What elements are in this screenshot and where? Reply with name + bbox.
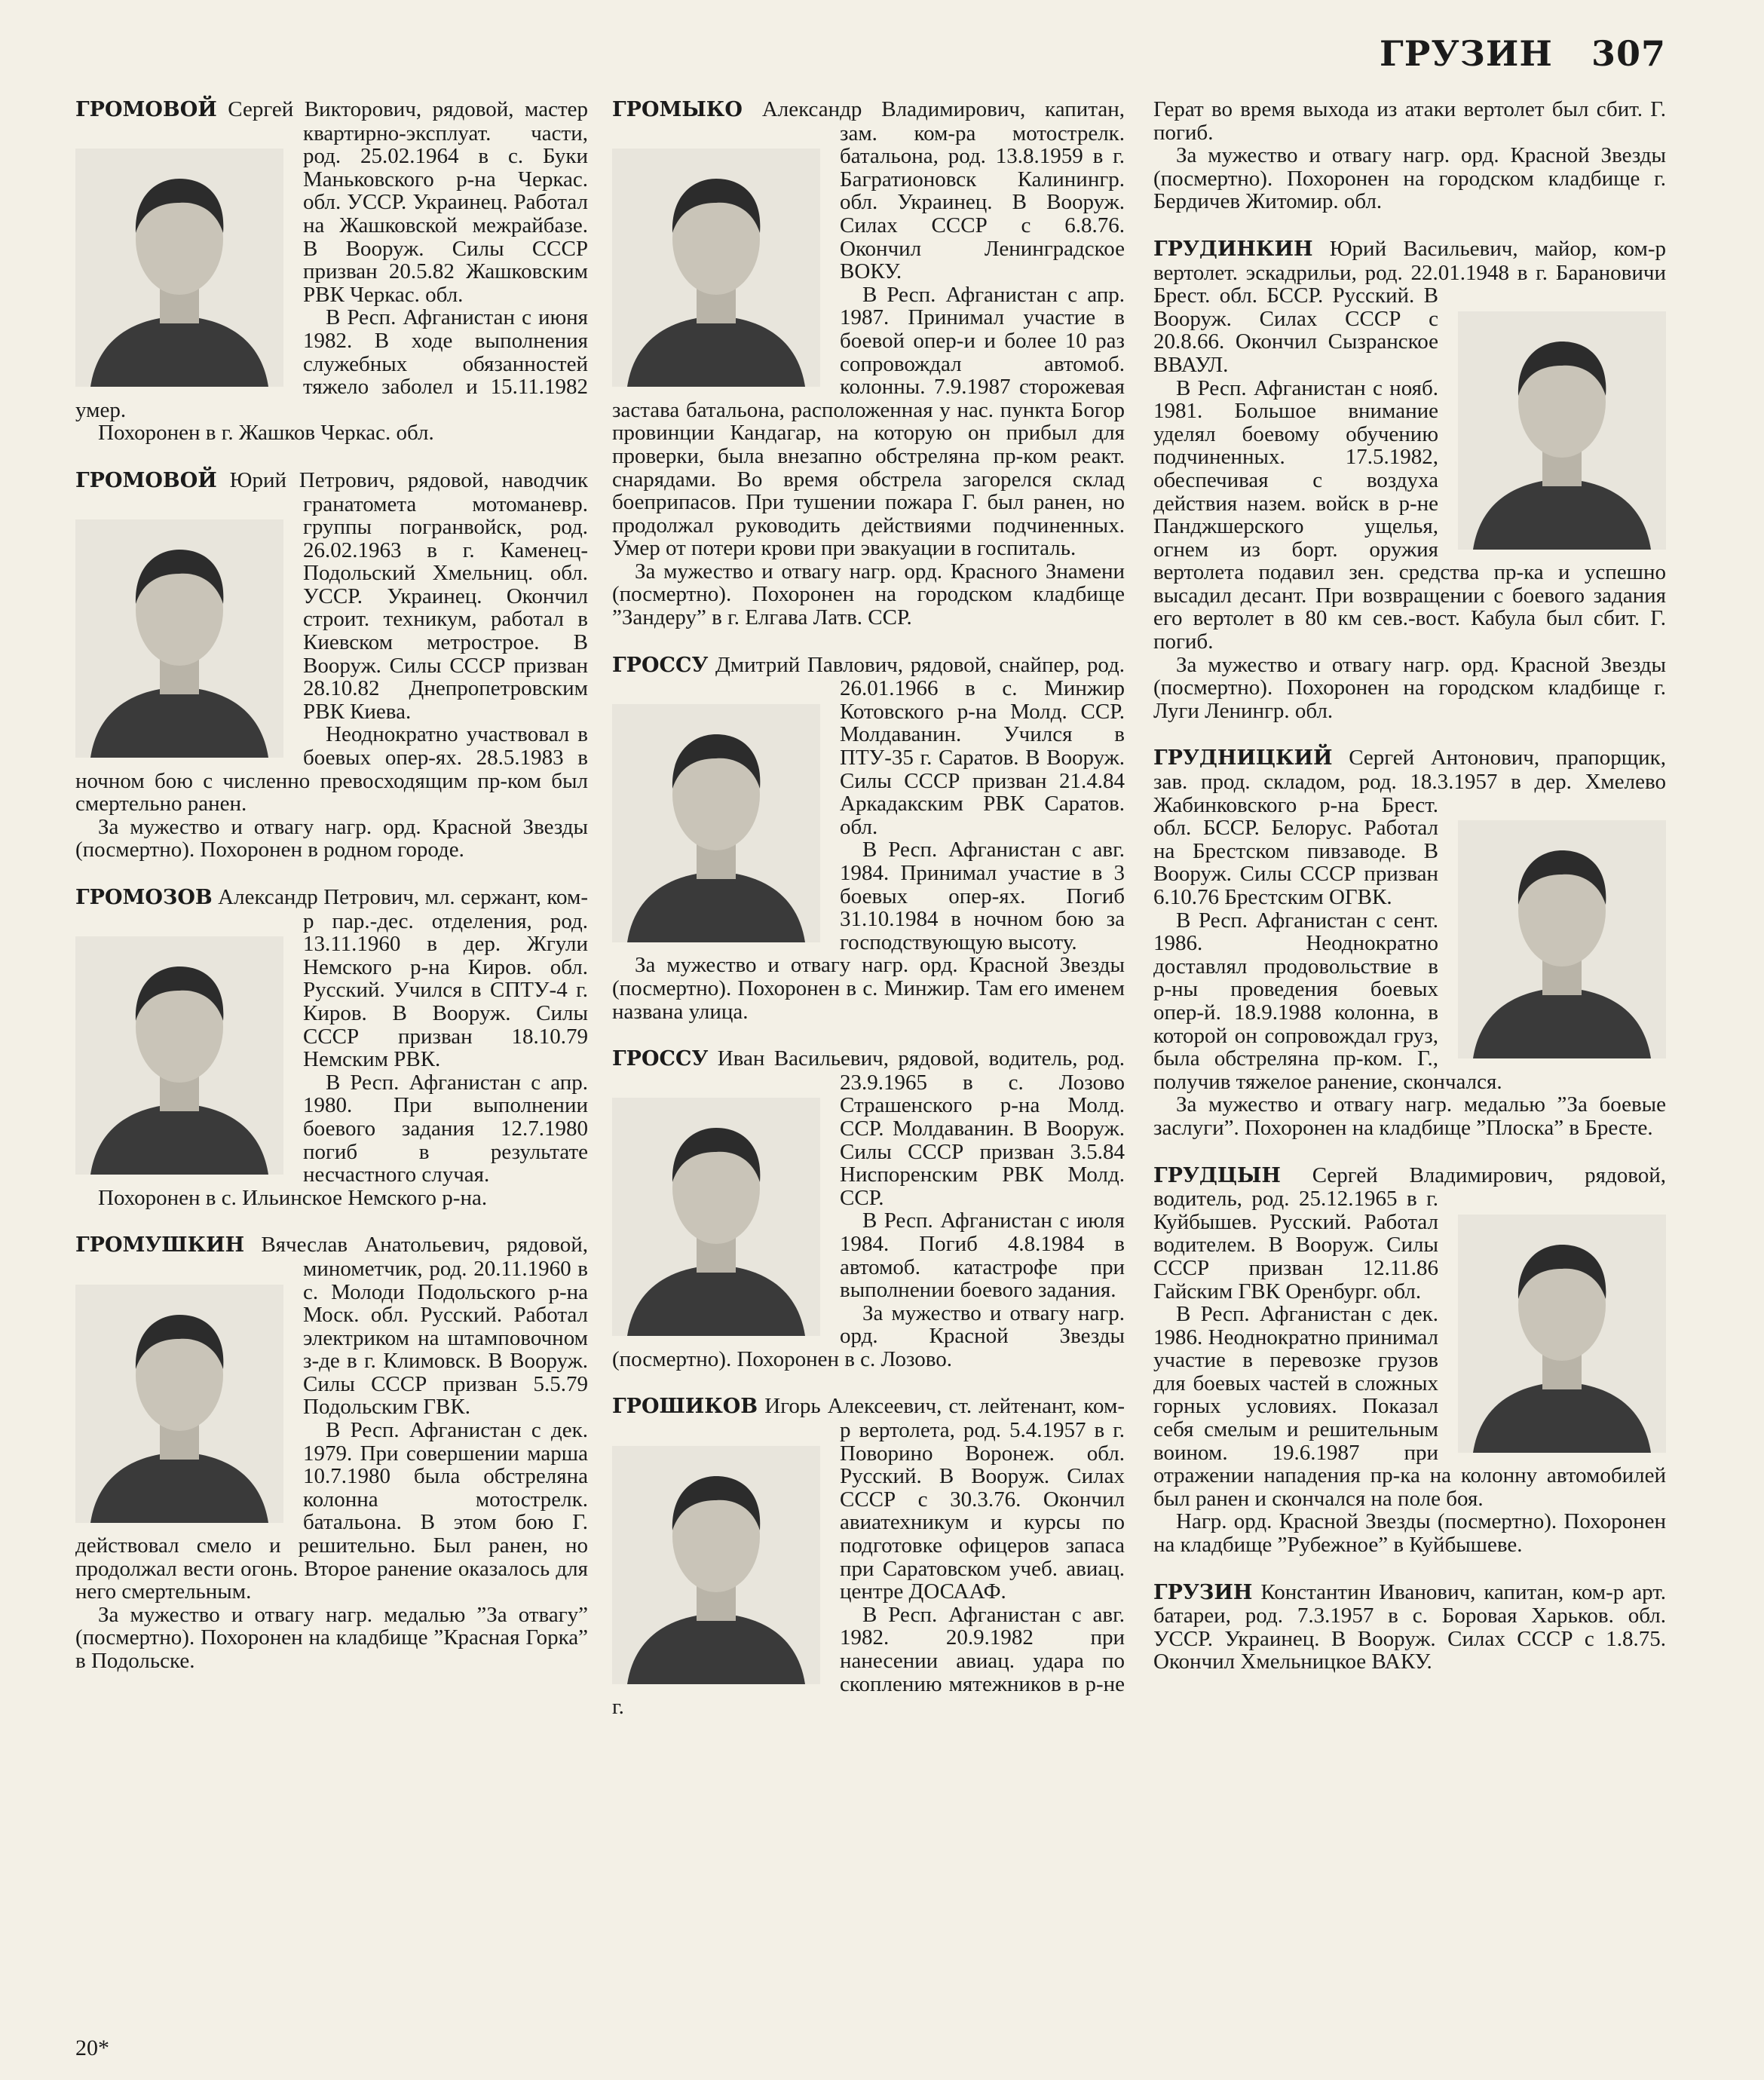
entry-paragraph: За мужество и отвагу нагр. медалью ”За отвагу” (посмертно). Похоронен на кладбище ”Красная Горка” в Подольске.	[75, 1602, 588, 1673]
entry-paragraph: В Респ. Афганистан с авг. 1984. Принимал участие в 3 боевых опер-ях. Погиб 31.10.1984 в ночном бою за господствующую высоту.	[840, 838, 1125, 954]
entry-gromozov-aleksandr	[75, 886, 588, 1209]
entry-surname: ГРУДЦЫН	[1153, 1163, 1281, 1187]
entry-paragraph: За мужество и отвагу нагр. орд. Красной Звезды (посмертно). Похоронен в родном городе.	[75, 814, 588, 862]
entry-lead-text: Сергей Викторович, рядовой, мастер квартирно-эксплуат. части, род. 25.02.1964 в с. Буки Маньковского р-на Черкас. обл. УССР. Украинец. Работал на Жашковской межрайбазе. В Вооруж. Силы СССР призван 20.5.82 Жашковским РВК Черкас. обл.	[216, 97, 588, 307]
portrait-photo	[75, 149, 283, 387]
entry-paragraph: Нагр. орд. Красной Звезды (посмертно). Похоронен на кладбище ”Рубежное” в Куйбышеве.	[1153, 1509, 1666, 1558]
entry-paragraph: В Респ. Афганистан с нояб. 1981. Большое внимание уделял боевому обучению подчиненных. 17.5.1982, обеспечивая с воздуха действия назем. войск в р-не Панджшерского ущелья, огнем из борт. оружия вертолета подавил зен. средства пр-ка и успешно высадил десант. При возвращении с боевого задания его вертолет в 80 км сев.-вост. Кабула был сбит. Г. погиб.	[1153, 375, 1666, 654]
entry-paragraph: Похоронен в г. Жашков Черкас. обл.	[98, 421, 434, 446]
entry-paragraph: В Респ. Афганистан с июня 1982. В ходе выполнения служебных обязанностей тяжело заболел и 15.11.1982 умер.	[75, 305, 588, 422]
entry-surname: ГРУДНИЦКИЙ	[1153, 746, 1333, 770]
entry-surname: ГРУДИНКИН	[1153, 237, 1313, 261]
portrait-photo	[1458, 820, 1666, 1058]
portrait-silhouette	[612, 1446, 820, 1684]
entry-paragraph: Неоднократно участвовал в боевых опер-ях. 28.5.1983 в ночном бою с численно превосходящим пр-ком был смертельно ранен.	[75, 722, 588, 816]
portrait-silhouette	[75, 149, 283, 387]
entry-paragraph: В Респ. Афганистан с апр. 1987. Принимал участие в боевой опер-и и более 10 раз сопровождал автомоб. колонны. 7.9.1987 сторожевая застава батальона, расположенная у нас. пункта Богор провинции Кандагар, на которую он прибыл для проверки, была внезапно обстреляна пр-ком реакт. снарядами. Во время обстрела загорелся склад боеприпасов. При тушении пожара Г. был ранен, но продолжал руководить действиями подчиненных. Умер от потери крови при эвакуации в госпиталь.	[612, 282, 1125, 561]
entry-groshikov-continued	[1153, 98, 1666, 213]
portrait-silhouette	[75, 519, 283, 758]
entry-paragraph: За мужество и отвагу нагр. орд. Красной Звезды (посмертно). Похоронен на городском кладбище г. Луги Ленингр. обл.	[1153, 652, 1666, 723]
portrait-photo	[1458, 1215, 1666, 1453]
entry-gromushkin-vyacheslav	[75, 1233, 588, 1672]
entry-paragraph: За мужество и отвагу нагр. орд. Красной Звезды (посмертно). Похоронен в с. Лозово.	[612, 1300, 1125, 1371]
column-3	[1153, 98, 1666, 1698]
entry-grossu-ivan	[612, 1047, 1125, 1371]
entry-lead-text: Дмитрий Павлович, рядовой, снайпер, род. 26.01.1966 в с. Минжир Котовского р-на Молд. ССР. Молдаванин. Учился в ПТУ-35 г. Саратов. В Вооруж. Силы СССР призван 21.4.84 Аркадакским РВК Саратов. обл.	[708, 652, 1125, 839]
entry-lead-text: Вячеслав Анатольевич, рядовой, минометчик, род. 20.11.1960 в с. Молоди Подольского р-на Моск. обл. Русский. Работал электриком на штамповочном з-де в г. Климовск. В Вооруж. Силы СССР призван 5.5.79 Подольским ГВК.	[244, 1233, 588, 1420]
entry-gromyko-aleksandr	[612, 98, 1125, 630]
entry-paragraph: В Респ. Афганистан с авг. 1982. 20.9.1982 при нанесении авиац. удара по скоплению мятежников в р-не г.	[612, 1602, 1125, 1720]
entry-surname: ГРОССУ	[612, 1047, 709, 1071]
entry-paragraph: За мужество и отвагу нагр. орд. Красной Звезды (посмертно). Похоронен на городском кладбище г. Бердичев Житомир. обл.	[1153, 143, 1666, 214]
entry-paragraph: За мужество и отвагу нагр. орд. Красной Звезды (посмертно). Похоронен в с. Минжир. Там его именем названа улица.	[612, 953, 1125, 1024]
entry-surname: ГРОМЫКО	[612, 98, 743, 121]
portrait-photo	[612, 149, 820, 387]
entry-lead-text: Юрий Петрович, рядовой, наводчик гранатомета мотоманевр. группы погранвойск, род. 26.02.1963 в г. Каменец-Подольский Хмельниц. обл. УССР. Украинец. Окончил строит. техникум, работал в Киевском метрострое. В Вооруж. Силы СССР призван 28.10.82 Днепропетровским РВК Киева.	[216, 467, 588, 724]
portrait-photo	[75, 936, 283, 1175]
entry-surname: ГРОМОВОЙ	[75, 468, 217, 492]
entry-surname: ГРОССУ	[612, 653, 709, 677]
entry-paragraph: В Респ. Афганистан с сент. 1986. Неоднократно доставлял продовольствие в р-ны проведения боевых опер-й. 18.9.1988 колонна, в которой он сопровождал груз, была обстреляна пр-ком. Г., получив тяжелое ранение, скончался.	[1153, 908, 1502, 1094]
entry-paragraph: За мужество и отвагу нагр. медалью ”За боевые заслуги”. Похоронен на кладбище ”Плоска” в Бресте.	[1153, 1092, 1666, 1140]
portrait-silhouette	[612, 704, 820, 942]
page-number: 307	[1591, 33, 1666, 74]
entry-lead-text: Александр Владимирович, капитан, зам. ком-ра мотострелк. батальона, род. 13.8.1959 в г. Багратионовск Калинингр. обл. Украинец. В Вооруж. Силах СССР с 6.8.76. Окончил Ленинградское ВОКУ.	[742, 97, 1125, 284]
running-header	[1380, 21, 1666, 74]
entry-surname: ГРОМОЗОВ	[75, 886, 213, 909]
entry-paragraph: За мужество и отвагу нагр. орд. Красного Знамени (посмертно). Похоронен на городском кладбище ”Зандеру” в г. Елгава Латв. ССР.	[612, 559, 1125, 630]
entry-lead-text: Игорь Алексеевич, ст. лейтенант, ком-р вертолета, род. 5.4.1957 в г. Поворино Воронеж. обл. Русский. В Вооруж. Силах СССР с 30.3.76. Окончил авиатехникум и курсы по подготовке офицеров запаса при Саратовском учеб. авиац. центре ДОСААФ.	[758, 1394, 1125, 1604]
signature-mark: 20*	[75, 2036, 109, 2060]
entry-paragraph: Похоронен в с. Ильинское Немского р-на.	[98, 1185, 488, 1210]
portrait-silhouette	[75, 1285, 283, 1523]
column-2	[612, 98, 1125, 1743]
entry-grudinkin-yuriy	[1153, 237, 1666, 722]
entry-lead-text: Иван Васильевич, рядовой, водитель, род. 23.9.1965 в с. Лозово Страшенского р-на Молд. ССР. Молдаванин. В Вооруж. Силы СССР призван 3.5.84 Ниспоренским РВК Молд. ССР.	[708, 1046, 1125, 1210]
entry-lead-text: Юрий Васильевич, майор, ком-р вертолет. эскадрильи, род. 22.01.1948 в г. Барановичи Брест. обл. БССР. Русский. В Вооруж. Силах СССР с 20.8.66. Окончил Сызранское ВВАУЛ.	[1153, 236, 1666, 377]
portrait-photo	[1458, 311, 1666, 550]
portrait-photo	[612, 1098, 820, 1336]
entry-grudnitskiy-sergey	[1153, 746, 1666, 1139]
entry-gromovoy-sergey	[75, 98, 588, 445]
entry-lead-text: Сергей Антонович, прапорщик, зав. прод. складом, род. 18.3.1957 в дер. Хмелево Жабинковского р-на Брест. обл. БССР. Белорус. Работал на Брестском пивзаводе. В Вооруж. Силы СССР призван 6.10.76 Брестским ОГВК.	[1153, 746, 1666, 909]
entry-gruzin-konstantin	[1153, 1581, 1666, 1674]
entry-lead-text: Константин Иванович, капитан, ком-р арт. батареи, род. 7.3.1957 в с. Боровая Харьков. обл. УССР. Украинец. В Вооруж. Силах СССР с 1.8.75. Окончил Хмельницкое ВАКУ.	[1153, 1579, 1666, 1674]
entry-surname: ГРОШИКОВ	[612, 1395, 758, 1419]
entry-lead-text: Герат во время выхода из атаки вертолет был сбит. Г. погиб.	[1153, 97, 1666, 145]
portrait-silhouette	[612, 149, 820, 387]
entry-lead-text: Александр Петрович, мл. сержант, ком-р пар.-дес. отделения, род. 13.11.1960 в дер. Жгули Немского р-на Киров. обл. Русский. Учился в СПТУ-4 г. Киров. В Вооруж. Силы СССР призван 18.10.79 Немским РВК.	[212, 885, 588, 1072]
portrait-silhouette	[612, 1098, 820, 1336]
entry-lead-text: Сергей Владимирович, рядовой, водитель, род. 25.12.1965 в г. Куйбышев. Русский. Работал водителем. В Вооруж. Силы СССР призван 12.11.86 Гайским ГВК Оренбург. обл.	[1153, 1163, 1666, 1303]
portrait-photo	[612, 1446, 820, 1684]
entry-surname: ГРОМОВОЙ	[75, 98, 217, 121]
entry-paragraph: В Респ. Афганистан с дек. 1986. Неоднократно принимал участие в перевозке грузов для боевых частей в сложных горных условиях. Показал себя смелым и решительным воином. 19.6.1987 при отражении нападения пр-ка на колонну автомобилей был ранен и скончался на поле боя.	[1153, 1302, 1666, 1511]
entry-paragraph: В Респ. Афганистан с июля 1984. Погиб 4.8.1984 в автомоб. катастрофе при выполнении боевого задания.	[840, 1208, 1125, 1303]
entry-grossu-dmitriy	[612, 654, 1125, 1024]
portrait-silhouette	[1458, 1215, 1666, 1453]
entry-gromovoy-yuriy	[75, 469, 588, 862]
portrait-silhouette	[1458, 820, 1666, 1058]
entry-groshikov-igor	[612, 1395, 1125, 1718]
entry-paragraph: В Респ. Афганистан с дек. 1979. При совершении марша 10.7.1980 была обстреляна колонна мотострелк. батальона. В этом бою Г. действовал смело и решительно. Был ранен, но продолжал вести огонь. Второе ранение оказалось для него смертельным.	[75, 1418, 588, 1604]
column-1	[75, 98, 588, 1697]
portrait-silhouette	[75, 936, 283, 1175]
portrait-photo	[612, 704, 820, 942]
entry-surname: ГРУЗИН	[1153, 1580, 1253, 1604]
portrait-photo	[75, 1285, 283, 1523]
entry-paragraph: В Респ. Афганистан с апр. 1980. При выполнении боевого задания 12.7.1980 погиб в результате несчастного случая.	[303, 1070, 588, 1187]
entry-surname: ГРОМУШКИН	[75, 1233, 245, 1257]
portrait-silhouette	[1458, 311, 1666, 550]
portrait-photo	[75, 519, 283, 758]
entry-grudtsyn-sergey	[1153, 1164, 1666, 1557]
running-head-title: ГРУЗИН	[1380, 33, 1553, 74]
